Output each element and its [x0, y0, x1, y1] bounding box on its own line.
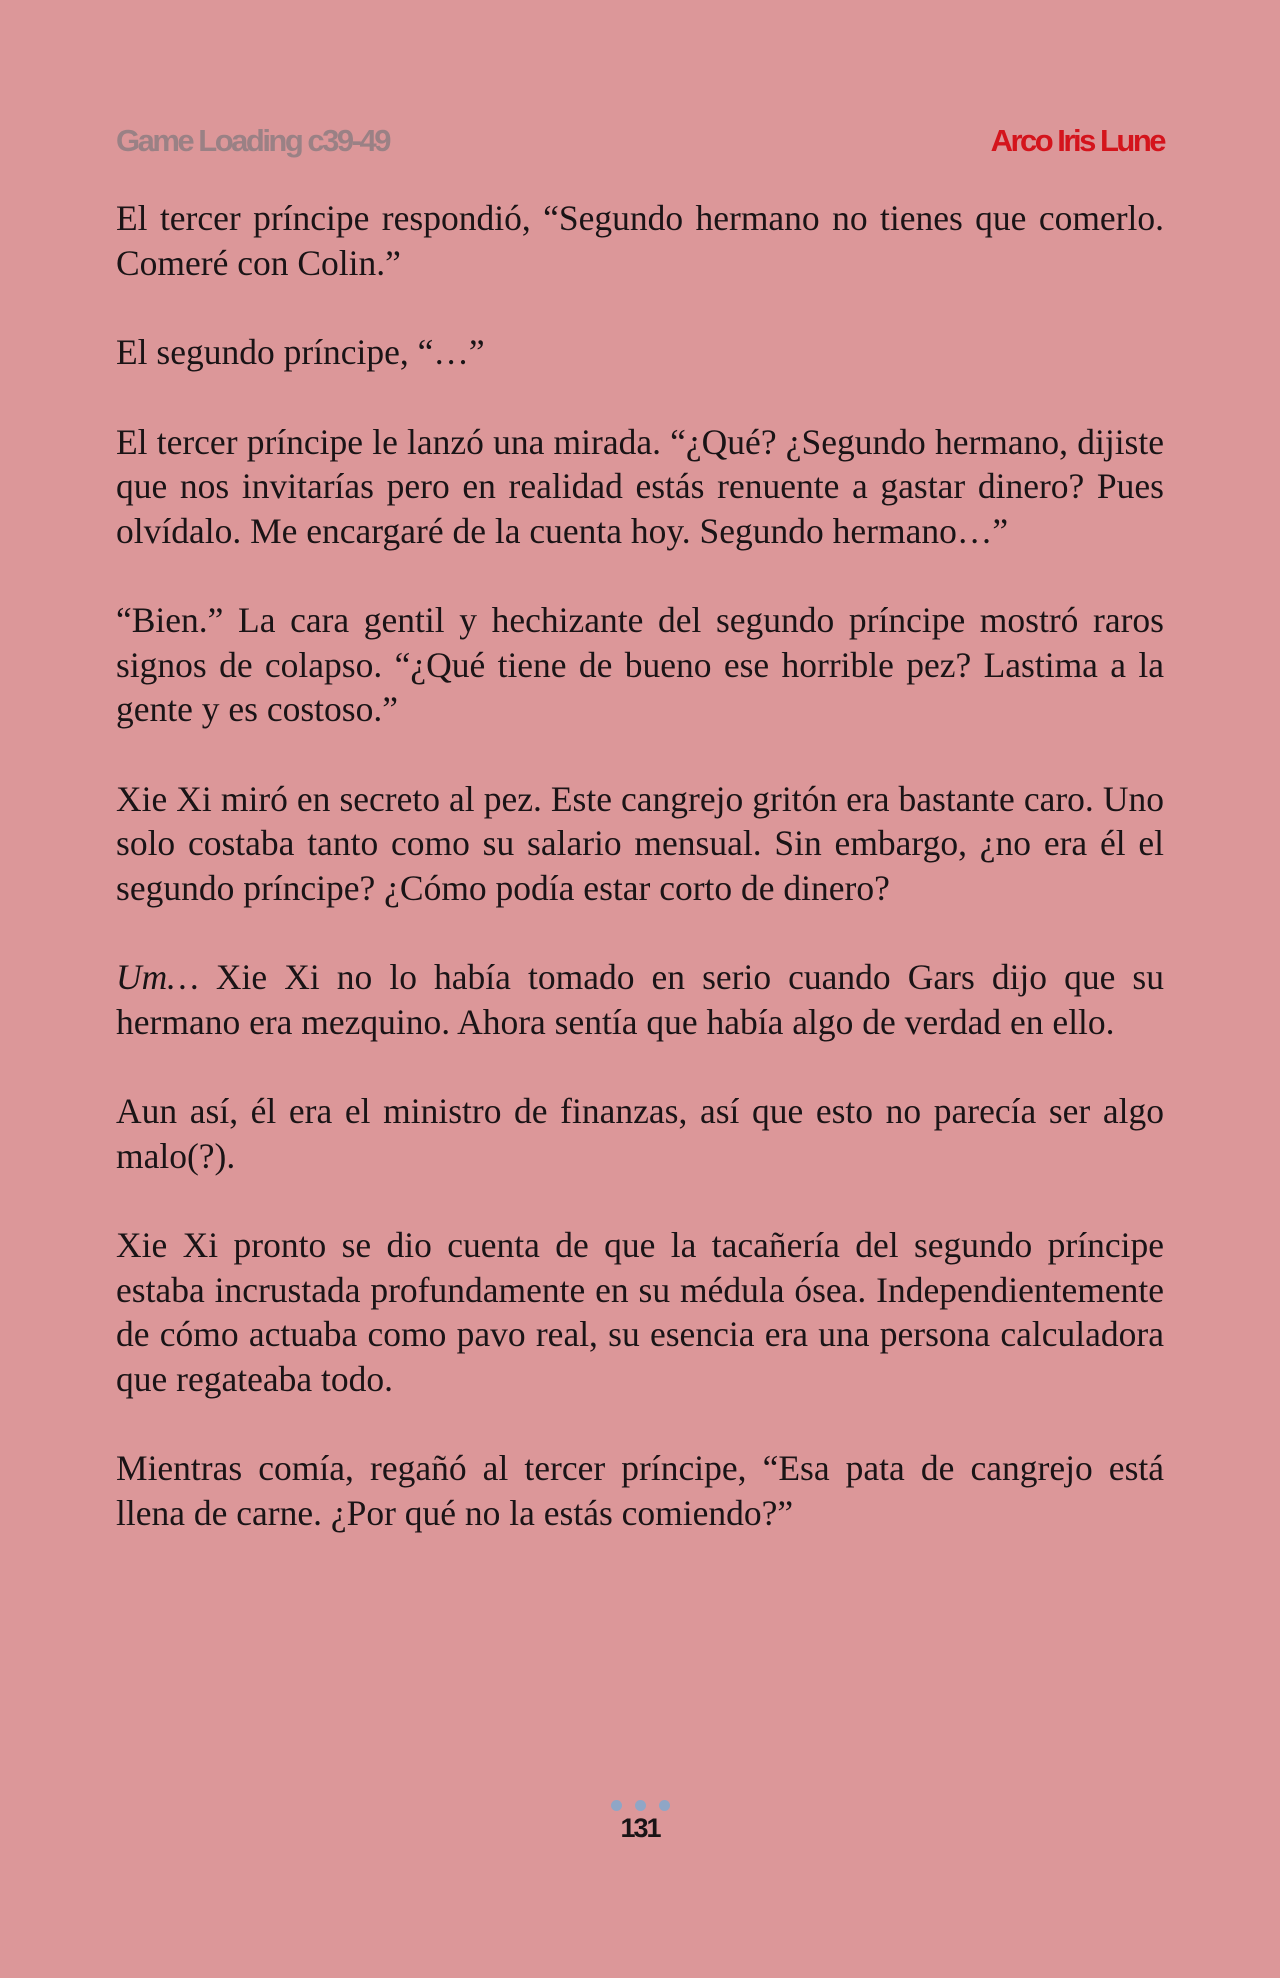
italic-interjection: Um… [116, 957, 199, 997]
paragraph-9: Mientras comía, regañó al tercer príncipe, “Esa pata de cangrejo está llena de carne. ¿Por qué no la estás comiendo?” [116, 1448, 1164, 1533]
ornament-dots [0, 1800, 1280, 1812]
paragraph-2: El segundo príncipe, “…” [116, 332, 485, 372]
paragraph-1: El tercer príncipe respondió, “Segundo hermano no tienes que comerlo. Comeré con Colin.” [116, 198, 1164, 283]
dot-icon [635, 1800, 646, 1811]
paragraph-5: Xie Xi miró en secreto al pez. Este cangrejo gritón era bastante caro. Uno solo costaba tanto como su salario mensual. Sin embargo, ¿no era él el segundo príncipe? ¿Cómo podía estar corto de dinero? [116, 778, 1164, 908]
page-number: 131 [620, 1813, 660, 1843]
book-title: Game Loading c39-49 [116, 123, 389, 158]
paragraph-3: El tercer príncipe le lanzó una mirada. “¿Qué? ¿Segundo hermano, dijiste que nos invitarías pero en realidad estás renuente a gastar dinero? Pues olvídalo. Me encargaré de la cuenta hoy. Segundo hermano…” [116, 421, 1164, 551]
page-body [116, 196, 1164, 1580]
paragraph-8: Xie Xi pronto se dio cuenta de que la tacañería del segundo príncipe estaba incrustada profundamente en su médula ósea. Independientemente de cómo actuaba como pavo real, su esencia era una persona calculadora que regateaba todo. [116, 1225, 1164, 1399]
paragraph-4: “Bien.” La cara gentil y hechizante del segundo príncipe mostró raros signos de colapso. “¿Qué tiene de bueno ese horrible pez? Lastima a la gente y es costoso.” [116, 600, 1164, 729]
dot-icon [611, 1800, 622, 1811]
page-header [116, 118, 1164, 164]
page-footer [0, 1800, 1280, 1844]
dot-icon [659, 1800, 670, 1811]
paragraph-7: Aun así, él era el ministro de finanzas, así que esto no parecía ser algo malo(?). [116, 1091, 1164, 1176]
publisher-name: Arco Iris Lune [990, 123, 1164, 158]
paragraph-6: Um… Xie Xi no lo había tomado en serio cuando Gars dijo que su hermano era mezquino. Ahora sentía que había algo de verdad en ello. [116, 957, 1164, 1042]
